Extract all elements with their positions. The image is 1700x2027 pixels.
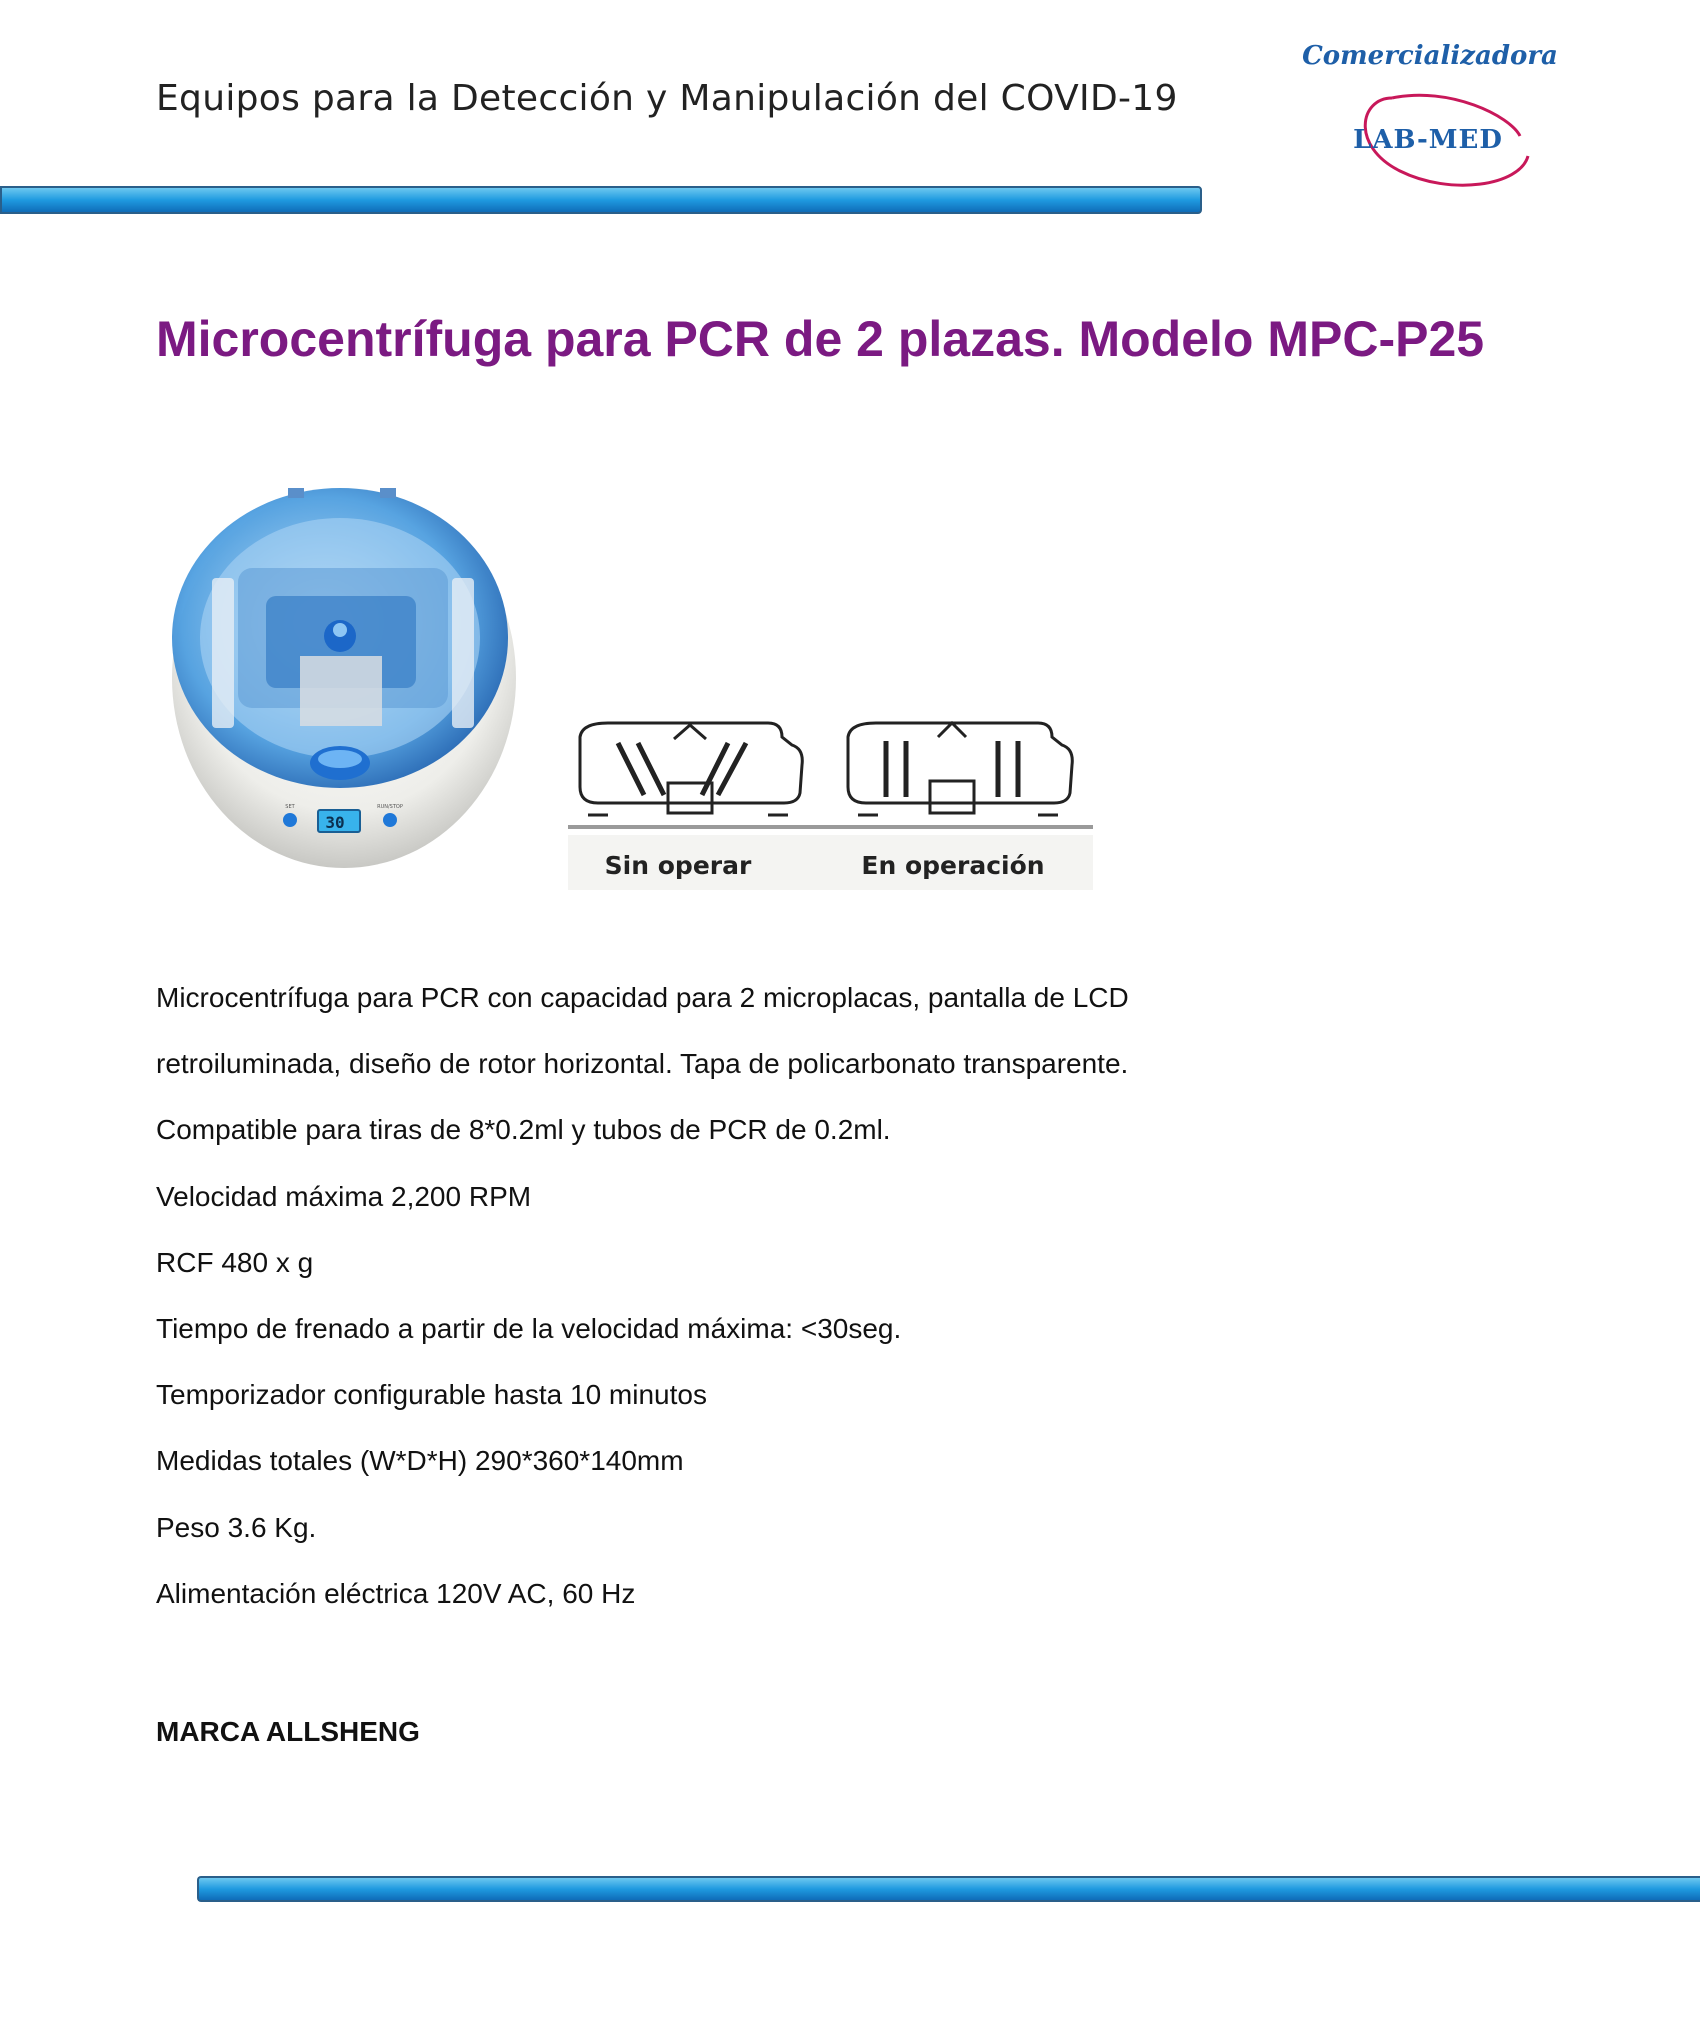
spec-line: Medidas totales (W*D*H) 290*360*140mm [156, 1445, 684, 1477]
spec-line: Temporizador configurable hasta 10 minutos [156, 1379, 707, 1411]
header-divider-bar [0, 186, 1202, 214]
lcd-display: 30 [325, 813, 345, 832]
running-label: En operación [861, 851, 1045, 880]
run-stop-button-label: RUN/STOP [377, 804, 403, 810]
page-title: Microcentrífuga para PCR de 2 plazas. Modelo MPC-P25 [156, 311, 1485, 367]
set-button-label: SET [285, 804, 295, 810]
spec-line: Peso 3.6 Kg. [156, 1511, 317, 1543]
spec-line: Microcentrífuga para PCR con capacidad para 2 microplacas, pantalla de LCD [156, 982, 1129, 1013]
spec-line: Alimentación eléctrica 120V AC, 60 Hz [156, 1577, 636, 1609]
spec-line: Tiempo de frenado a partir de la velocidad máxima: <30seg. [156, 1312, 902, 1344]
brand-label: MARCA ALLSHENG [156, 1716, 420, 1747]
lab-med-logo [1300, 36, 1560, 206]
spec-line: retroiluminada, diseño de rotor horizontal. Tapa de policarbonato transparente. [156, 1048, 1129, 1080]
spec-line: Compatible para tiras de 8*0.2ml y tubos de PCR de 0.2ml. [156, 1114, 891, 1146]
header-title: Equipos para la Detección y Manipulación del COVID-19 [156, 78, 1178, 119]
logo-script-text: Comercializadora [1302, 41, 1558, 71]
logo-name-text: LAB-MED [1353, 125, 1503, 155]
footer-divider-bar [197, 1876, 1700, 1902]
spec-line: Velocidad máxima 2,200 RPM [156, 1180, 532, 1212]
spec-line: RCF 480 x g [156, 1246, 314, 1278]
idle-label: Sin operar [604, 851, 752, 880]
spec-list [156, 982, 1129, 1644]
operation-diagram [568, 695, 1093, 890]
centrifuge-image [168, 488, 520, 878]
